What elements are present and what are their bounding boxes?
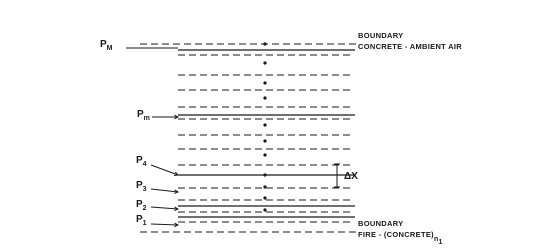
- node-dot-11: [263, 208, 266, 211]
- node-dot-2: [263, 61, 266, 64]
- node-dot-7: [263, 153, 266, 156]
- node-label-p4: $P_4$: [136, 155, 147, 168]
- bottom-boundary-title: BOUNDARY: [358, 219, 404, 228]
- arrow-p4: [151, 165, 178, 175]
- node-label-pm: $P_m$: [137, 109, 150, 122]
- arrow-p2: [151, 207, 178, 209]
- top-boundary-title: BOUNDARY: [358, 31, 404, 40]
- node-dot-8: [263, 173, 266, 176]
- node-dot-6: [263, 139, 266, 142]
- delta-x-label: ΔX: [344, 171, 358, 182]
- node-label-pm-top: $P_M$: [100, 39, 113, 52]
- arrow-p1: [151, 224, 178, 225]
- node-pointer-arrows: [126, 48, 178, 227]
- top-boundary-label: CONCRETE - AMBIENT AIR: [358, 42, 462, 51]
- node-dot-9: [263, 185, 266, 188]
- bottom-boundary-label: FIRE - (CONCRETE)n1: [358, 230, 443, 246]
- node-label-p1: $P_1$: [136, 214, 147, 227]
- concrete-layers: [140, 44, 358, 232]
- node-dot-4: [263, 96, 266, 99]
- arrow-p3: [151, 189, 178, 192]
- node-dot-10: [263, 196, 266, 199]
- node-label-p3: $P_3$: [136, 180, 147, 193]
- node-points: [263, 42, 266, 211]
- node-dot-5: [263, 123, 266, 126]
- node-label-p2: $P_2$: [136, 199, 147, 212]
- node-dot-3: [263, 81, 266, 84]
- node-dot-1: [263, 42, 266, 45]
